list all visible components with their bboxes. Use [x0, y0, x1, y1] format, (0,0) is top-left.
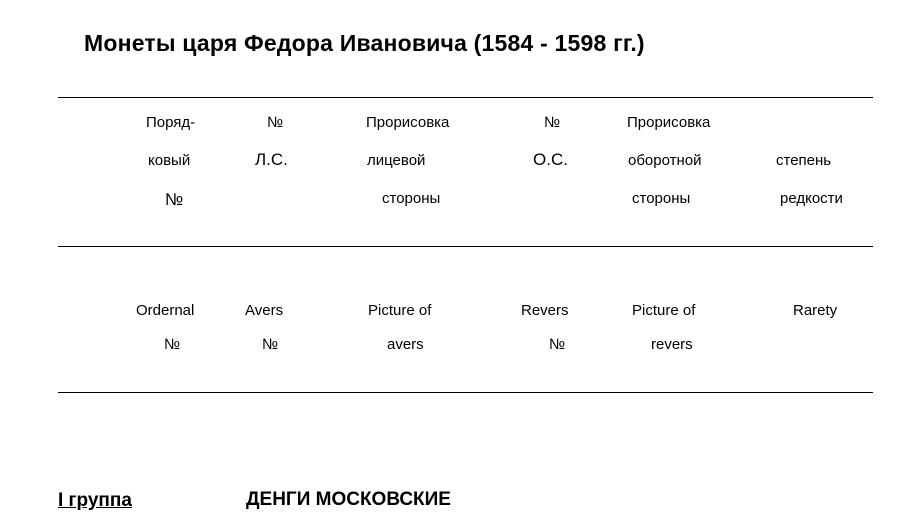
section-name: ДЕНГИ МОСКОВСКИЕ — [246, 489, 451, 510]
divider-middle — [58, 246, 873, 247]
header-en-obverse-number-line-2: № — [262, 336, 279, 353]
section-label: I группа — [58, 490, 132, 511]
page-title: Монеты царя Федора Ивановича (1584 - 1598 гг.) — [84, 30, 645, 56]
header-ru-ordinal-line-3: № — [165, 190, 184, 209]
header-ru-obverse-number-line-2: Л.С. — [255, 150, 288, 169]
header-ru-reverse-drawing-line-3: стороны — [632, 190, 691, 207]
header-en-ordinal-line-2: № — [164, 336, 181, 353]
header-ru-obverse-drawing-line-3: стороны — [382, 190, 441, 207]
header-ru-ordinal-line-2: ковый — [148, 152, 191, 169]
header-ru-rarity-line-1: степень — [776, 152, 832, 169]
header-ru-obverse-number-line-1: № — [267, 114, 284, 131]
header-en-ordinal-line-1: Ordernal — [136, 302, 195, 319]
header-ru-reverse-number-line-1: № — [544, 114, 561, 131]
header-en-rarity-line-1: Rarety — [793, 302, 838, 319]
header-en-reverse-number-line-2: № — [549, 336, 566, 353]
header-ru-obverse-drawing-line-2: лицевой — [367, 152, 426, 169]
header-ru-ordinal-line-1: Поряд- — [146, 114, 196, 131]
header-en-reverse-picture-line-2: revers — [651, 336, 693, 353]
header-en-obverse-picture-line-1: Picture of — [368, 302, 432, 319]
header-ru-reverse-number-line-2: О.С. — [533, 150, 568, 169]
divider-bottom — [58, 392, 873, 393]
header-en-obverse-picture-line-2: avers — [387, 336, 424, 353]
divider-top — [58, 97, 873, 98]
header-ru-reverse-drawing-line-1: Прорисовка — [627, 114, 711, 131]
header-en-obverse-number-line-1: Avers — [245, 302, 284, 319]
header-en-reverse-number-line-1: Revers — [521, 302, 569, 319]
header-ru-rarity-line-2: редкости — [780, 190, 843, 207]
header-en-reverse-picture-line-1: Picture of — [632, 302, 696, 319]
header-ru-obverse-drawing-line-1: Прорисовка — [366, 114, 450, 131]
header-ru-reverse-drawing-line-2: оборотной — [628, 152, 702, 169]
